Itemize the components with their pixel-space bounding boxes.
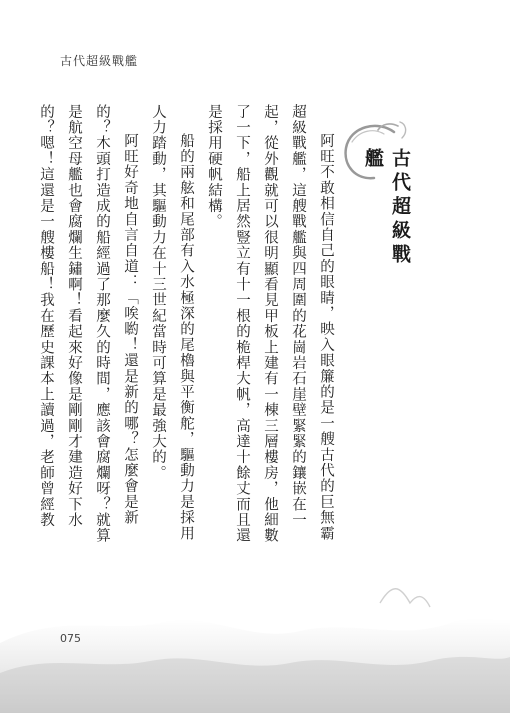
body-text [32,104,340,554]
paragraph: 阿旺好奇地自言自道：「唉喲！還是新的哪？怎麼會是新的？木頭打造成的船經過了那麼久的時間，應該會腐爛呀？就算是航空母艦也會腐爛生鏽啊！看起來好像是剛剛才建造好下水的？嗯！這還是一艘樓船！我在歷史課本上讀過，老師曾經教 [38,104,138,544]
page-number: 075 [60,632,81,645]
paragraph: 阿旺不敢相信自己的眼睛，映入眼簾的是一艘古代的巨無霸超級戰艦，這艘戰艦與四周圍的花崗岩石崖壁緊緊的鑲嵌在一起，從外觀就可以很明顯看見甲板上建有一棟三層樓房，他細數了一下，船上居然豎立有十一根的桅桿大帆，高達十餘丈而且還是採用硬帆結構。 [206,104,334,544]
running-header: 古代超級戰艦 [60,54,139,68]
paragraph: 船的兩舷和尾部有入水極深的尾櫓與平衡舵，驅動力是採用人力踏動，其驅動力在十三世紀當時可算是最強大的。 [150,104,194,542]
chapter-title: 古代超級戰艦 [362,148,411,268]
misty-mountains-background [0,523,510,713]
chapter-title-block [350,138,411,278]
